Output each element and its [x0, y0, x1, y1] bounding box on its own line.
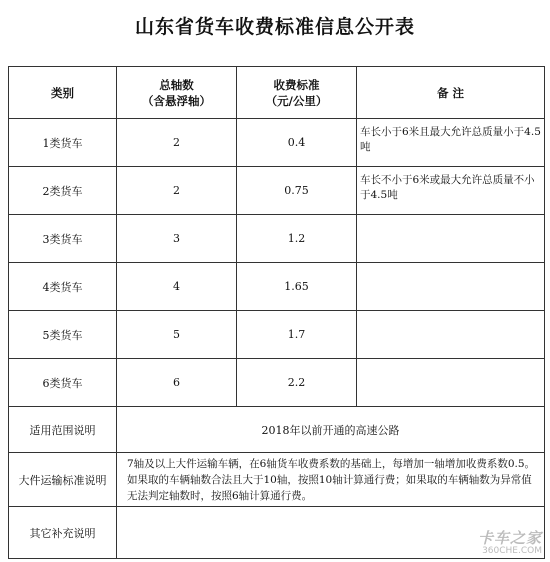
row-remark: 车长不小于6米或最大允许总质量不小于4.5吨	[357, 167, 545, 215]
row-axles: 2	[117, 167, 237, 215]
table-row	[9, 263, 545, 311]
row-axles: 2	[117, 119, 237, 167]
row-rate: 0.75	[237, 167, 357, 215]
table-row	[9, 311, 545, 359]
row-category: 4类货车	[9, 263, 117, 311]
row-axles: 4	[117, 263, 237, 311]
header-axles-line2: （含悬浮轴）	[142, 93, 211, 108]
header-rate	[237, 67, 357, 119]
table-row	[9, 215, 545, 263]
row-category: 2类货车	[9, 167, 117, 215]
watermark-brand: 卡车之家	[477, 529, 542, 547]
page-title: 山东省货车收费标准信息公开表	[134, 16, 415, 38]
header-category: 类别	[9, 67, 117, 119]
row-remark: 车长小于6米且最大允许总质量小于4.5吨	[357, 119, 545, 167]
scope-label: 适用范围说明	[9, 407, 117, 453]
header-remarks: 备 注	[357, 67, 545, 119]
header-axles	[117, 67, 237, 119]
row-rate: 0.4	[237, 119, 357, 167]
row-rate: 1.65	[237, 263, 357, 311]
row-rate: 1.2	[237, 215, 357, 263]
scope-row	[9, 407, 545, 453]
row-axles: 6	[117, 359, 237, 407]
header-rate-line2: （元/公里）	[265, 93, 328, 108]
oversize-label: 大件运输标准说明	[9, 453, 117, 507]
header-row	[9, 67, 545, 119]
watermark-site: 360CHE.COM	[482, 546, 542, 556]
scope-value: 2018年以前开通的高速公路	[117, 407, 545, 453]
oversize-value: 7轴及以上大件运输车辆，在6轴货车收费系数的基础上，每增加一轴增加收费系数0.5。如果取的车辆轴数合法且大于10轴，按照10轴计算通行费；如果取的车辆轴数为异常值无法判定轴数时，按照6轴计算通行费。	[117, 453, 545, 507]
row-rate: 1.7	[237, 311, 357, 359]
row-category: 5类货车	[9, 311, 117, 359]
row-remark	[357, 359, 545, 407]
table-row	[9, 167, 545, 215]
row-category: 3类货车	[9, 215, 117, 263]
row-remark	[357, 215, 545, 263]
row-axles: 3	[117, 215, 237, 263]
header-rate-line1: 收费标准	[273, 77, 320, 92]
header-axles-line1: 总轴数	[159, 77, 194, 92]
oversize-row	[9, 453, 545, 507]
row-remark	[357, 311, 545, 359]
row-remark	[357, 263, 545, 311]
table-row	[9, 359, 545, 407]
row-axles: 5	[117, 311, 237, 359]
other-label: 其它补充说明	[9, 507, 117, 559]
watermark-logo	[478, 527, 542, 556]
table-row	[9, 119, 545, 167]
row-category: 6类货车	[9, 359, 117, 407]
other-row	[9, 507, 545, 559]
truck-toll-table	[8, 66, 545, 559]
row-rate: 2.2	[237, 359, 357, 407]
row-category: 1类货车	[9, 119, 117, 167]
